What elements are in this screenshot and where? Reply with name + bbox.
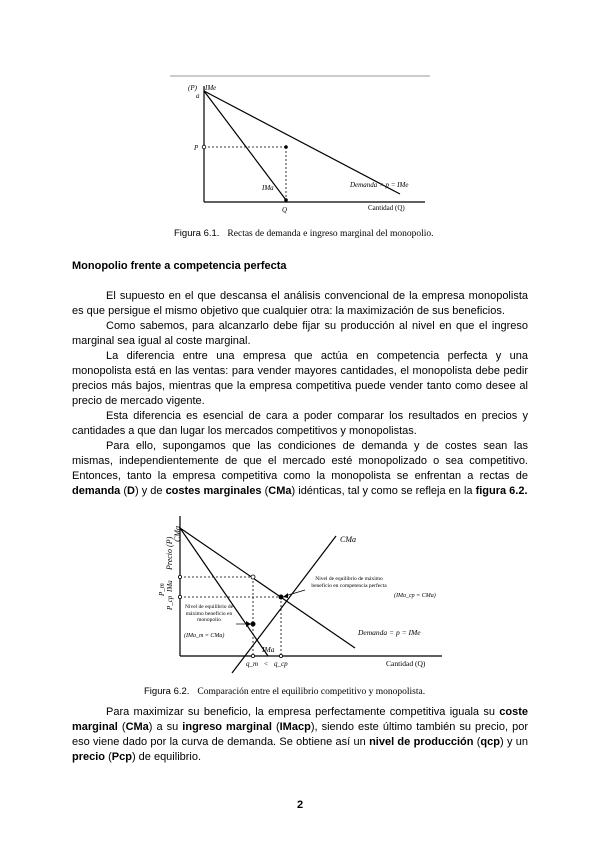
p6-bold-qcp: qcp <box>480 736 500 748</box>
p6-bold-precio: precio <box>72 751 106 763</box>
p5-bold-d: D <box>127 485 135 497</box>
p6-text-i: ( <box>105 751 112 763</box>
caption-text: Comparación entre el equilibrio competitivo y monopolista. <box>197 687 426 697</box>
x-axis-label: Cantidad (Q) <box>368 204 405 212</box>
quantity-point <box>284 198 288 202</box>
pcp-label: P_cp <box>166 595 174 610</box>
monopoly-note <box>178 604 240 630</box>
paragraph-4: Esta diferencia es esencial de cara a poder comparar los resultados en precios y cantidades a que dan lugar los mercados competitivos y monopolistas. <box>72 410 528 437</box>
competitive-note <box>308 576 390 608</box>
intercept-label: a <box>196 92 200 100</box>
lt-label: < <box>264 660 268 668</box>
competitive-eq-label: (IMa_cp = CMa) <box>394 593 436 599</box>
marginal-revenue-label: IMa <box>262 184 274 192</box>
figure-6-1-caption <box>174 228 434 239</box>
y-axis-label: (P) <box>188 84 197 92</box>
monopoly-price-point <box>251 575 255 579</box>
price-label: P <box>194 144 199 152</box>
caption-text: Rectas de demanda e ingreso marginal del monopolio. <box>227 229 434 239</box>
ima-curve-label: IMa <box>262 645 275 654</box>
pm-label: P_m <box>158 583 166 596</box>
p6-text-e: ( <box>271 721 280 733</box>
section-title: Monopolio frente a competencia perfecta <box>72 260 287 272</box>
p6-bold-ingreso: ingreso marginal <box>182 721 272 733</box>
p6-text-j: ) de equilibrio. <box>131 751 202 763</box>
p6-bold-pcp: Pcp <box>111 751 132 763</box>
monopoly-arrowhead <box>246 621 251 627</box>
p6-bold-imacp: IMacp <box>279 721 311 733</box>
figure-6-2 <box>140 508 470 683</box>
demand-point <box>284 145 288 149</box>
demand-line <box>204 91 400 194</box>
p5-bold-costes: costes marginales <box>165 485 262 497</box>
p6-text-a: Para maximizar su beneficio, la empresa perfectamente competitiva iguala su <box>106 706 500 718</box>
paragraph-6 <box>72 705 528 765</box>
p5-bold-figura: figura 6.2. <box>475 485 528 497</box>
competitive-note-text: Nivel de equilibrio de máximo beneficio en competencia perfecta <box>311 576 387 589</box>
price-point <box>202 145 206 149</box>
demand-label: Demanda = p = IMe <box>350 181 409 189</box>
paragraph-1: El supuesto en el que descansa el análisis convencional de la empresa monopolista es que persigue el mismo objetivo que cualquier otra: la maximización de sus beneficios. <box>72 290 528 317</box>
demand-label: Demanda = p = IMe <box>358 628 421 637</box>
p6-bold-cma: CMa <box>125 721 149 733</box>
paragraph-2: Como sabemos, para alcanzarlo debe fijar su producción al nivel en que el ingreso marginal sea igual al coste marginal. <box>72 320 528 347</box>
p5-bold-cma: CMa <box>268 485 292 497</box>
paragraph-5 <box>72 439 528 499</box>
p5-text-f: ) idénticas, tal y como se refleja en la <box>291 485 476 497</box>
p6-text-h: ) y un <box>499 736 528 748</box>
p6-bold-coste: coste marginal <box>72 706 528 733</box>
qm-label: q_m <box>246 660 259 668</box>
p5-bold-demanda: demanda <box>72 485 121 497</box>
competitive-arrowhead <box>283 593 288 598</box>
marginal-revenue-line <box>204 91 286 200</box>
caption-label: Figura 6.2. <box>144 686 190 697</box>
y-axis-label-ime: IMe <box>205 84 217 92</box>
p6-text-d: ) a su <box>148 721 183 733</box>
figure-6-2-caption <box>144 686 425 697</box>
qm-axis-point <box>251 654 254 657</box>
y-axis-label-ima: IMa <box>166 580 174 592</box>
monopoly-equilibrium-point <box>251 622 256 627</box>
pm-axis-point <box>178 575 181 578</box>
monopoly-note-text: Nivel de equilibrio de máximo beneficio en monopolio <box>184 604 234 623</box>
p5-text-e: ( <box>261 485 269 497</box>
p5-text-d: ) y de <box>134 485 166 497</box>
qcp-axis-point <box>279 654 282 657</box>
paragraph-3: La diferencia entre una empresa que actúa en competencia perfecta y una monopolista está en las ventas: para vender mayores cantidades, el monopolista debe pedir precios más bajos, mientras que la empresa competitiva puede vender tanto como desee al precio de mercado vigente. <box>72 350 528 407</box>
p5-text-c: ( <box>120 485 128 497</box>
qcp-label: q_cp <box>274 660 288 668</box>
p6-text-f: ), siendo este último también su precio, por eso viene dado por la curva de demanda. Se obtiene así un <box>72 721 528 748</box>
monopoly-eq-label: (IMa_m = CMa) <box>184 633 225 639</box>
p6-text-c: ( <box>117 721 126 733</box>
x-axis-label: Cantidad (Q) <box>386 659 426 668</box>
competitive-equilibrium-point <box>279 595 284 600</box>
cma-curve-label: CMa <box>340 535 356 544</box>
caption-label: Figura 6.1. <box>174 228 220 239</box>
p5-text-a: Para ello, supongamos que las condiciones de demanda y de costes sean las mismas, independientemente de que el mercado esté monopolizado o sea competitivo. Entonces, tanto la empresa competitiva como la monopolista se enfrentan a rectas de <box>72 440 528 482</box>
page-number: 2 <box>296 799 304 811</box>
y-axis-label-cma: CMa <box>173 526 182 542</box>
pcp-axis-point <box>178 595 181 598</box>
p6-text-g: ( <box>473 736 481 748</box>
p6-bold-nivel: nivel de producción <box>369 736 474 748</box>
y-axis-label: Precio (P) <box>165 536 174 570</box>
quantity-label: Q <box>282 206 288 214</box>
figure-6-1 <box>160 72 440 222</box>
